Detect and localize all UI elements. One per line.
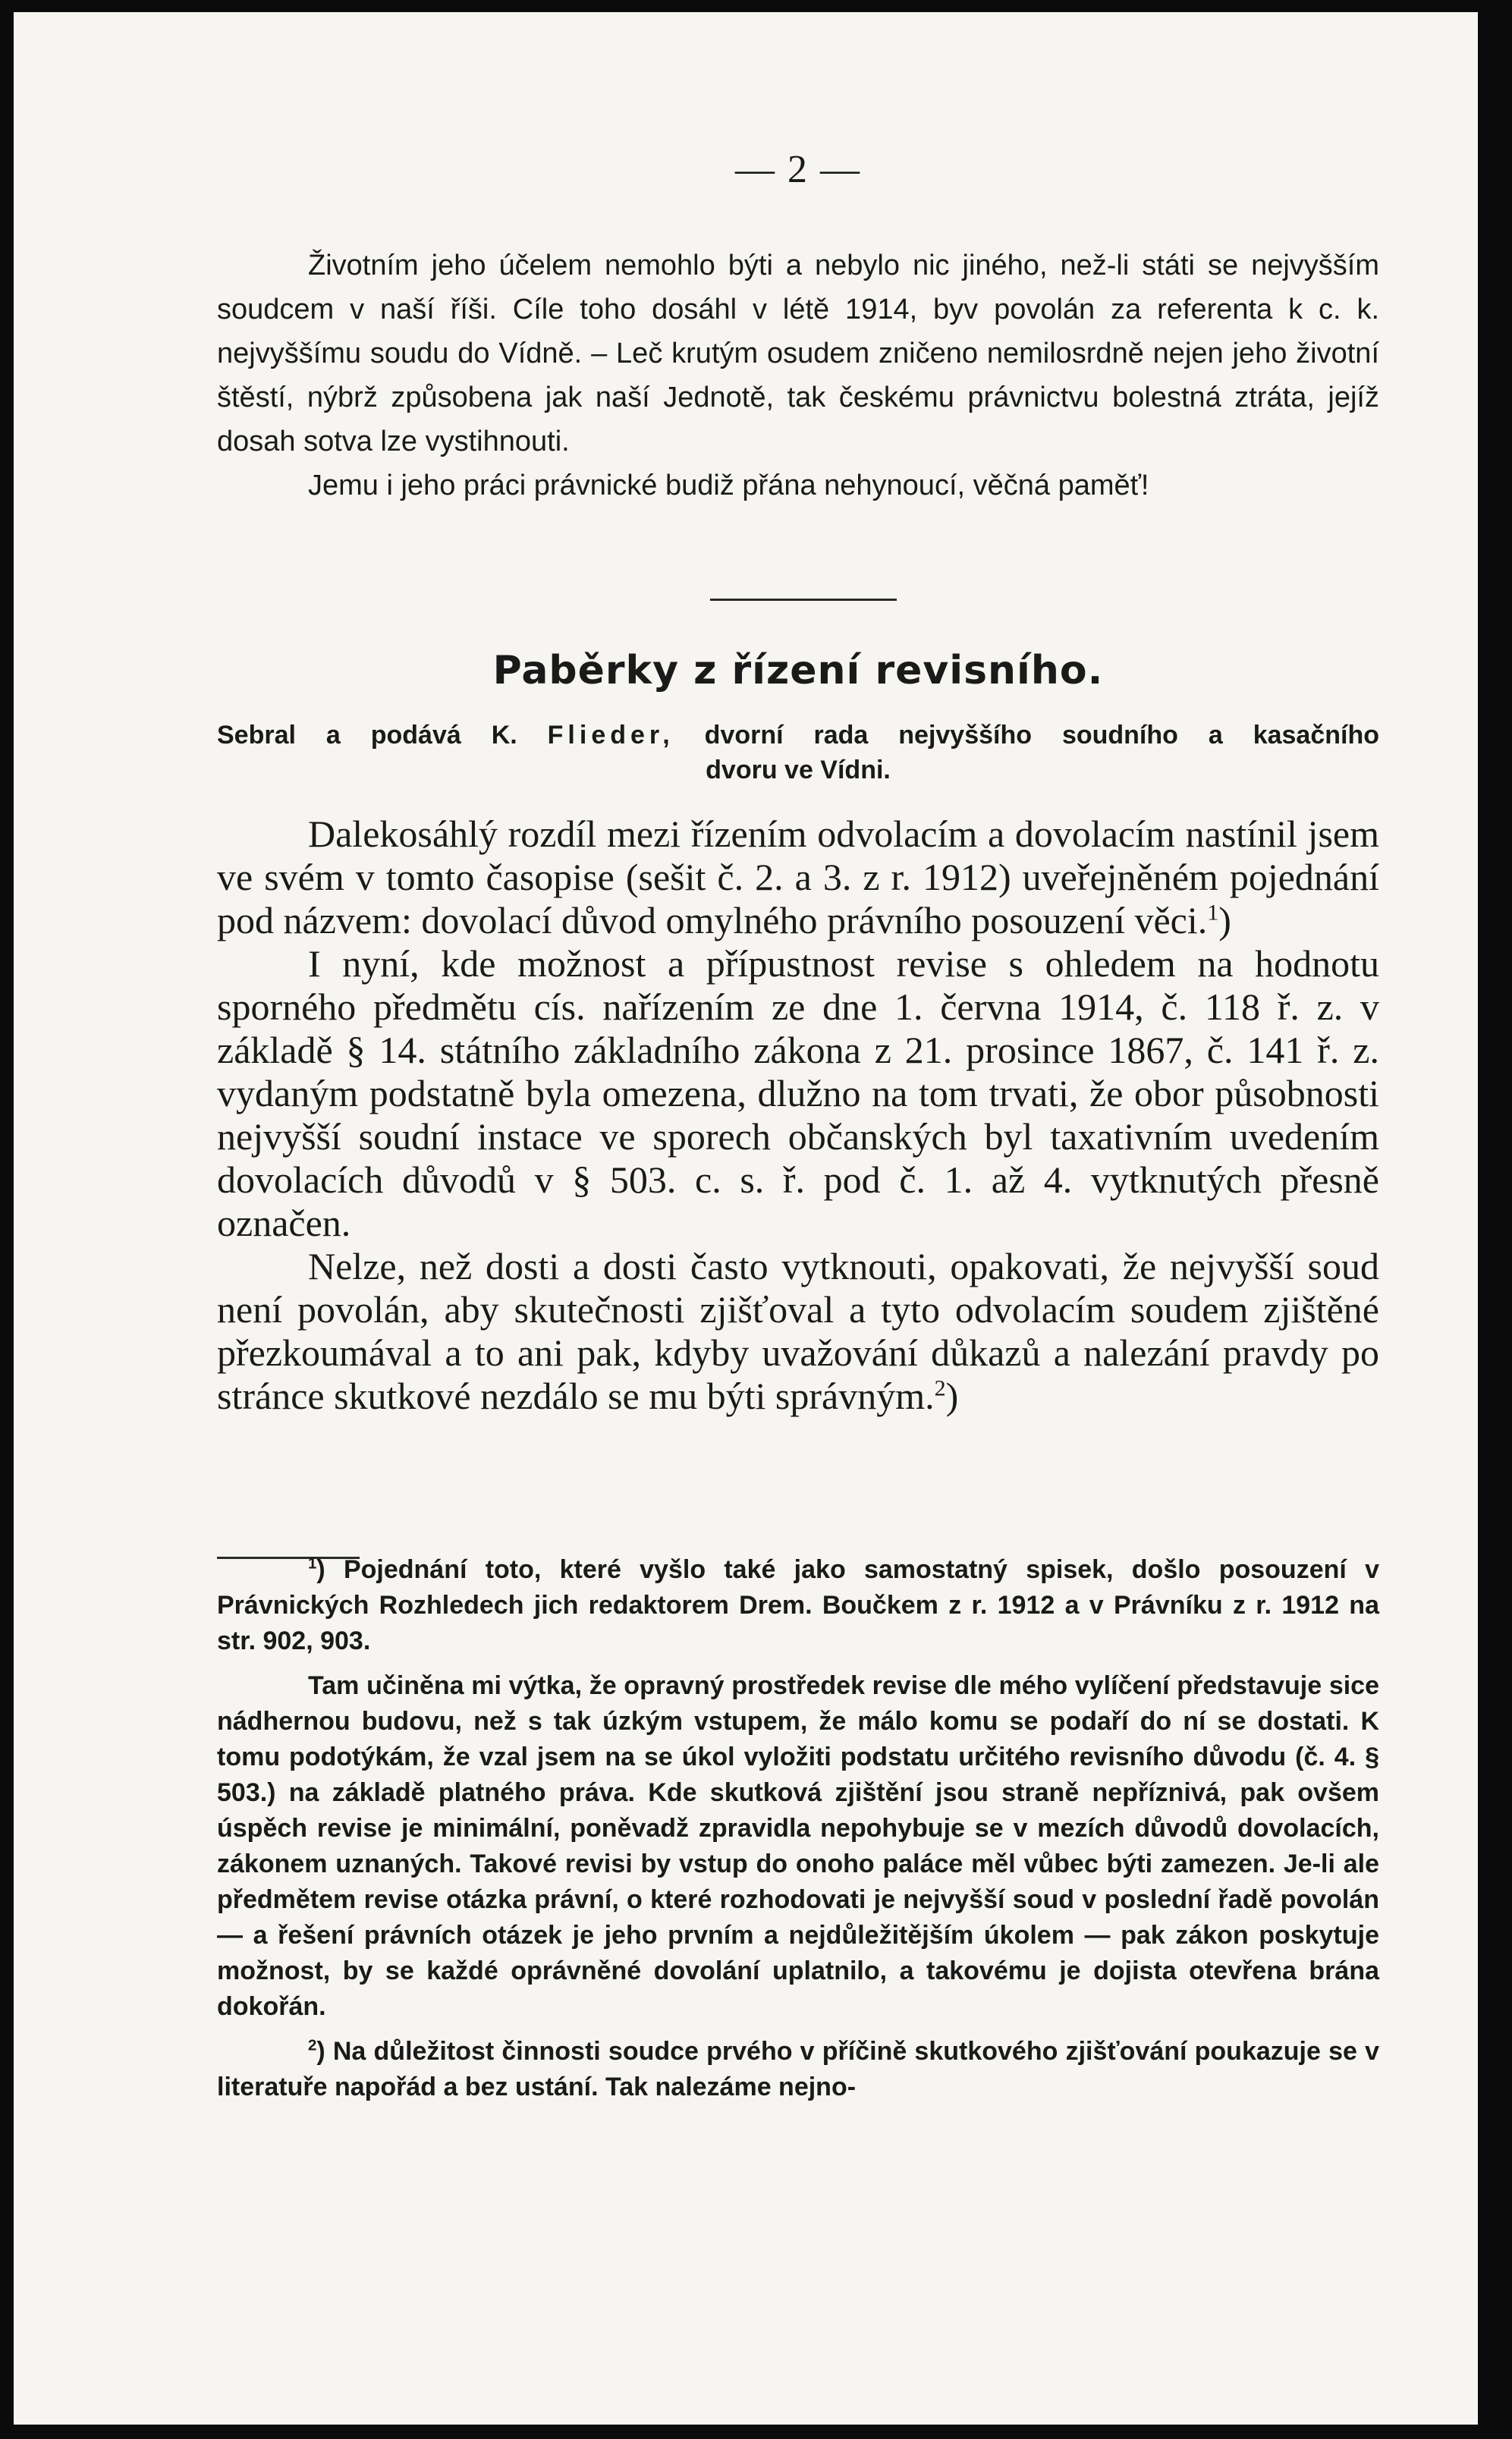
footnote-ref-1: 1 (1207, 900, 1219, 926)
byline-prefix: Sebral a podává K. (217, 721, 517, 750)
footnote-1-mark: 1 (308, 1555, 317, 1573)
footnote-ref-1-close: ) (1218, 899, 1231, 941)
body-paragraph-1 (217, 812, 1379, 942)
footnote-2-mark-close: ) (316, 2037, 325, 2066)
body-paragraph-3 (217, 1245, 1379, 1418)
body-paragraph-3-text: Nelze, než dosti a dosti často vytknouti, opakovati, že nejvyšší soud není povolán, aby skutečnosti zjišťoval a tyto odvolacím soudem zjištěné přezkoumával a to ani pak, kdyby uvažování důkazů a nalezání pravdy po stránce skutkové nezdálo se mu býti správným. (217, 1245, 1379, 1417)
scanned-page (14, 12, 1478, 2425)
page-number: — 2 — (735, 148, 861, 191)
article-byline (217, 718, 1379, 787)
footnote-2-mark: 2 (308, 2037, 317, 2054)
body-paragraph-2: I nyní, kde možnost a přípustnost revise s ohledem na hodnotu sporného předmětu cís. nařízením ze dne 1. června 1914, č. 118 ř. z. v základě § 14. státního základního zákona z 21. prosince 1867, č. 141 ř. z. vydaným podstatně byla omezena, dlužno na tom trvati, že obor působnosti nejvyšší soudní instace ve sporech občanských byl taxativním uvedením dovolacích důvodů v § 503. c. s. ř. pod č. 1. až 4. vytknutých přesně označen. (217, 942, 1379, 1244)
article-title: Paběrky z řízení revisního. (492, 648, 1104, 693)
footnote-ref-2: 2 (934, 1375, 946, 1401)
footnotes (217, 1552, 1379, 2105)
byline-line2: dvoru ve Vídni. (706, 756, 891, 784)
footnote-2 (217, 2034, 1379, 2105)
intro-paragraph: Životním jeho účelem nemohlo býti a nebylo nic jiného, než-li státi se nejvyšším soudcem v naší říši. Cíle toho dosáhl v létě 1914, byv povolán za referenta k c. k. nejvyššímu soudu do Vídně. – Leč krutým osudem zničeno nemilosrdně nejen jeho životní štěstí, nýbrž způsobena jak naší Jednotě, tak českému právnictvu bolestná ztráta, jejíž dosah sotva lze vystihnouti. (217, 250, 1379, 457)
section-divider (710, 599, 897, 601)
footnote-1-text: Pojednání toto, které vyšlo také jako samostatný spisek, došlo posouzení v Právnických Rozhledech jich redaktorem Drem. Boučkem z r. 1912 a v Právníku z r. 1912 na str. 902, 903. (217, 1555, 1380, 1655)
footnote-1-mark-close: ) (316, 1555, 325, 1584)
memorial-line: Jemu i jeho práci právnické budiž přána nehynoucí, věčná paměť! (308, 470, 1149, 501)
intro-section (217, 244, 1379, 508)
footnote-2-text: Na důležitost činnosti soudce prvého v příčině skutkového zjišťování poukazuje se v literatuře napořád a bez ustání. Tak nalezáme nejno- (217, 2037, 1379, 2101)
footnote-1-continued: Tam učiněna mi výtka, že opravný prostředek revise dle mého vylíčení představuje sice nádhernou budovu, než s tak úzkým vstupem, že málo komu se podaří do ní se dostati. K tomu podotýkám, že vzal jsem na se úkol vyložiti podstatu určitého revisního důvodu (č. 4. § 503.) na základě platného práva. Kde skutková zjištění jsou straně nepříznivá, pak ovšem úspěch revise je minimální, poněvadž zpravidla nepohybuje se v mezích důvodů dovolacích, zákonem uznaných. Takové revisi by vstup do onoho paláce měl vůbec býti zamezen. Je-li ale předmětem revise otázka právní, o které rozhodovati je nejvyšší soud v poslední řadě povolán — a řešení právních otázek je jeho prvním a nejdůležitějším úkolem — pak zákon poskytuje možnost, by se každé oprávněné dovolání uplatnilo, a takovému je dojista otevřena brána dokořán. (217, 1671, 1379, 2021)
byline-author: Flieder, (547, 721, 674, 750)
body-paragraph-1-text: Dalekosáhlý rozdíl mezi řízením odvolacím a dovolacím nastínil jsem ve svém v tomto časopise (sešit č. 2. a 3. z r. 1912) uveřejněném pojednání pod názvem: dovolací důvod omylného právního posouzení věci. (217, 812, 1379, 941)
footnote-ref-2-close: ) (945, 1375, 959, 1417)
footnote-1 (217, 1552, 1379, 1659)
byline-suffix: dvorní rada nejvyššího soudního a kasačního (704, 721, 1379, 750)
article-body (217, 812, 1379, 1418)
byline-row (217, 718, 1379, 753)
